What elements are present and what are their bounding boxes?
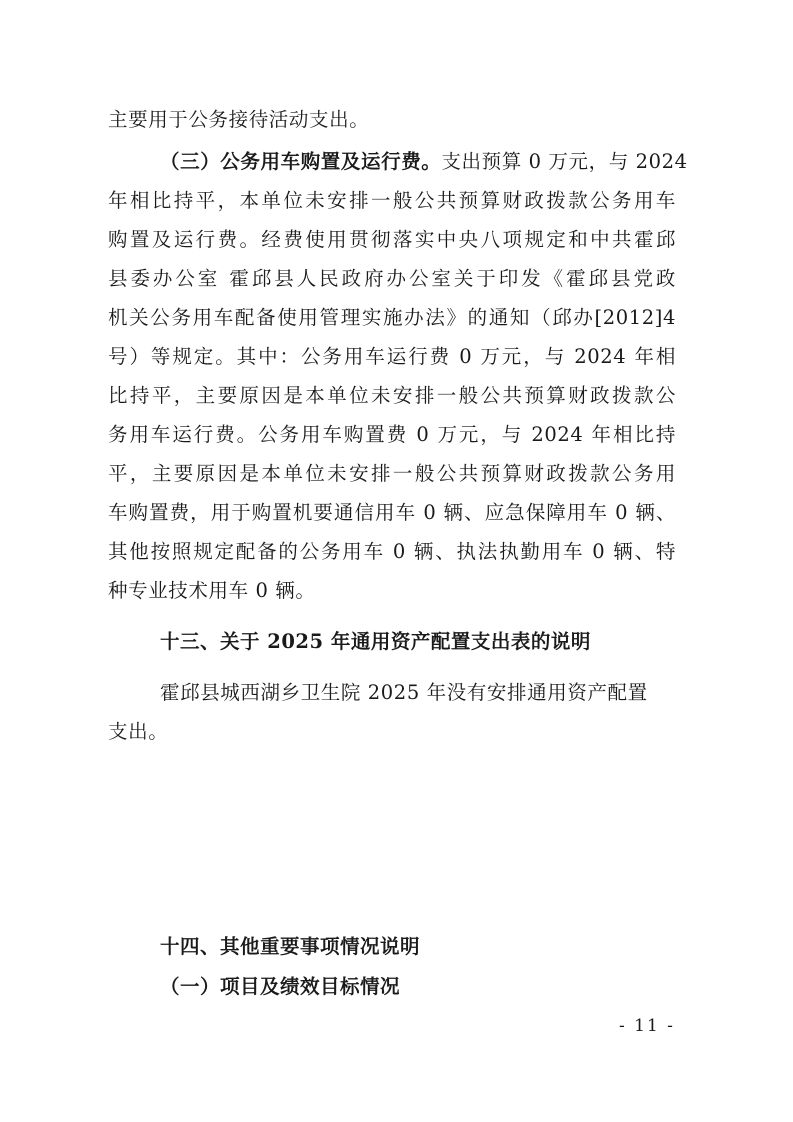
section3-line-11: 种专业技术用车 0 辆。 [108, 579, 316, 602]
section3-line-5: 号）等规定。其中：公务用车运行费 0 万元，与 2024 年相 [108, 345, 676, 368]
section3-line-0: 支出预算 0 万元，与 2024 [441, 150, 688, 173]
section13-heading: 十三、关于 2025 年通用资产配置支出表的说明 [160, 630, 591, 653]
section3-line-1: 年相比持平，本单位未安排一般公共预算财政拨款公务用车 [108, 189, 676, 212]
section14-sub1-heading: （一）项目及绩效目标情况 [160, 975, 401, 998]
section3-line-4: 机关公务用车配备使用管理实施办法》的通知（邱办[2012]4 [108, 306, 676, 329]
paragraph-continuation: 主要用于公务接待活动支出。 [108, 108, 370, 131]
section13-line-0: 霍邱县城西湖乡卫生院 2025 年没有安排通用资产配置 [160, 681, 648, 704]
section3-line-2: 购置及运行费。经费使用贯彻落实中央八项规定和中共霍邱 [108, 228, 676, 251]
section3-line-6: 比持平，主要原因是本单位未安排一般公共预算财政拨款公 [108, 384, 676, 407]
section3-heading: （三）公务用车购置及运行费。 [160, 150, 442, 173]
section3-line-10: 其他按照规定配备的公务用车 0 辆、执法执勤用车 0 辆、特 [108, 540, 676, 563]
page-number: - 11 - [619, 1016, 675, 1036]
section14-heading: 十四、其他重要事项情况说明 [160, 935, 421, 958]
section3-line-8: 平，主要原因是本单位未安排一般公共预算财政拨款公务用 [108, 462, 676, 485]
section13-line-1: 支出。 [108, 720, 169, 743]
section3-line-3: 县委办公室 霍邱县人民政府办公室关于印发《霍邱县党政 [108, 267, 676, 290]
section3-line-9: 车购置费，用于购置机要通信用车 0 辆、应急保障用车 0 辆、 [108, 501, 676, 524]
section3-line-7: 务用车运行费。公务用车购置费 0 万元，与 2024 年相比持 [108, 423, 676, 446]
section3-first-line [160, 146, 688, 174]
